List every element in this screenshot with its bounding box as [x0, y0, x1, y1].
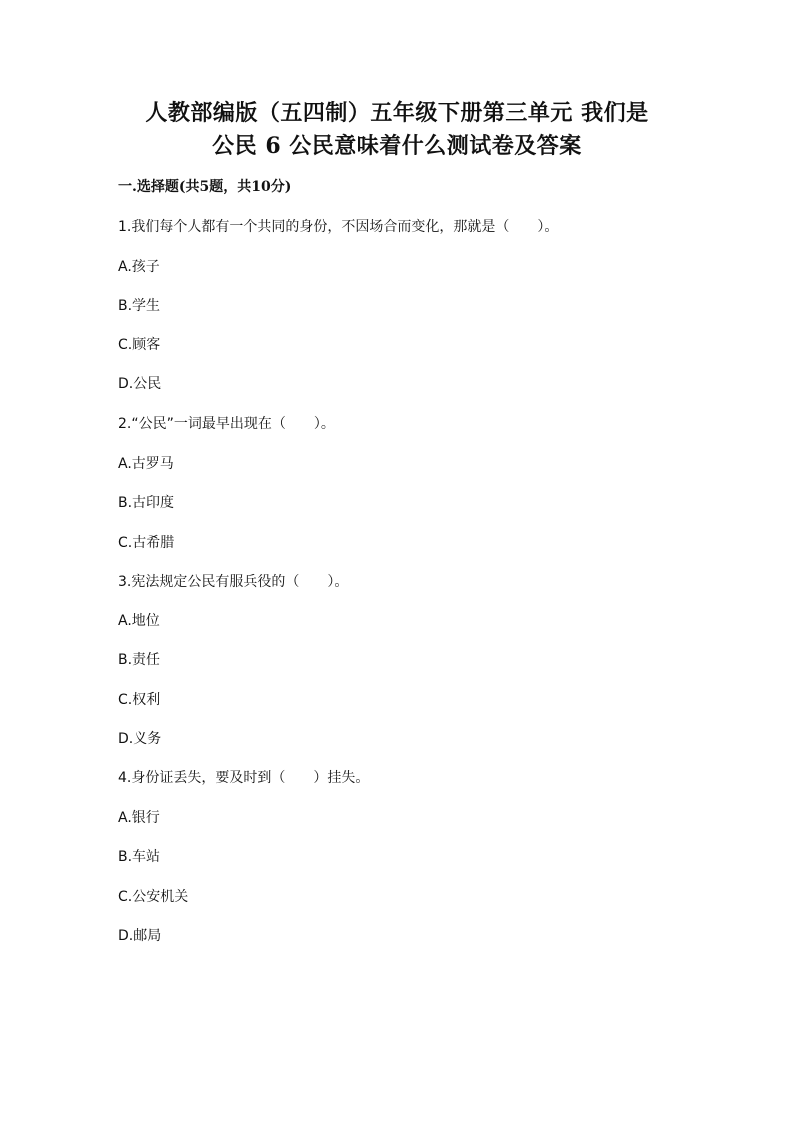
- question-4-stem: 4.身份证丢失，要及时到（ ）挂失。: [118, 770, 370, 786]
- question-3-option-c: C.权利: [118, 692, 161, 708]
- question-3-option-b: B.责任: [118, 652, 161, 668]
- section-heading: 一.选择题(共5题，共10分): [118, 179, 292, 195]
- question-3-option-a: A.地位: [118, 613, 160, 629]
- document-title-line-1: 人教部编版（五四制）五年级下册第三单元 我们是: [145, 100, 649, 126]
- question-4-option-b: B.车站: [118, 849, 161, 865]
- question-2-stem: 2.“公民”一词最早出现在（ ）。: [118, 416, 335, 432]
- question-4-option-a: A.银行: [118, 810, 160, 826]
- question-1-stem: 1.我们每个人都有一个共同的身份，不因场合而变化，那就是（ ）。: [118, 219, 559, 235]
- question-1-option-d: D.公民: [118, 376, 162, 392]
- question-2-option-c: C.古希腊: [118, 535, 175, 551]
- question-1-option-c: C.顾客: [118, 337, 161, 353]
- question-3-option-d: D.义务: [118, 731, 162, 747]
- question-4-option-c: C.公安机关: [118, 889, 189, 905]
- question-2-option-b: B.古印度: [118, 495, 175, 511]
- question-4-option-d: D.邮局: [118, 928, 162, 944]
- question-2-option-a: A.古罗马: [118, 456, 174, 472]
- document-title-line-2: 公民 6 公民意味着什么测试卷及答案: [212, 133, 582, 159]
- question-1-option-a: A.孩子: [118, 259, 160, 275]
- question-3-stem: 3.宪法规定公民有服兵役的（ ）。: [118, 574, 349, 590]
- question-1-option-b: B.学生: [118, 298, 161, 314]
